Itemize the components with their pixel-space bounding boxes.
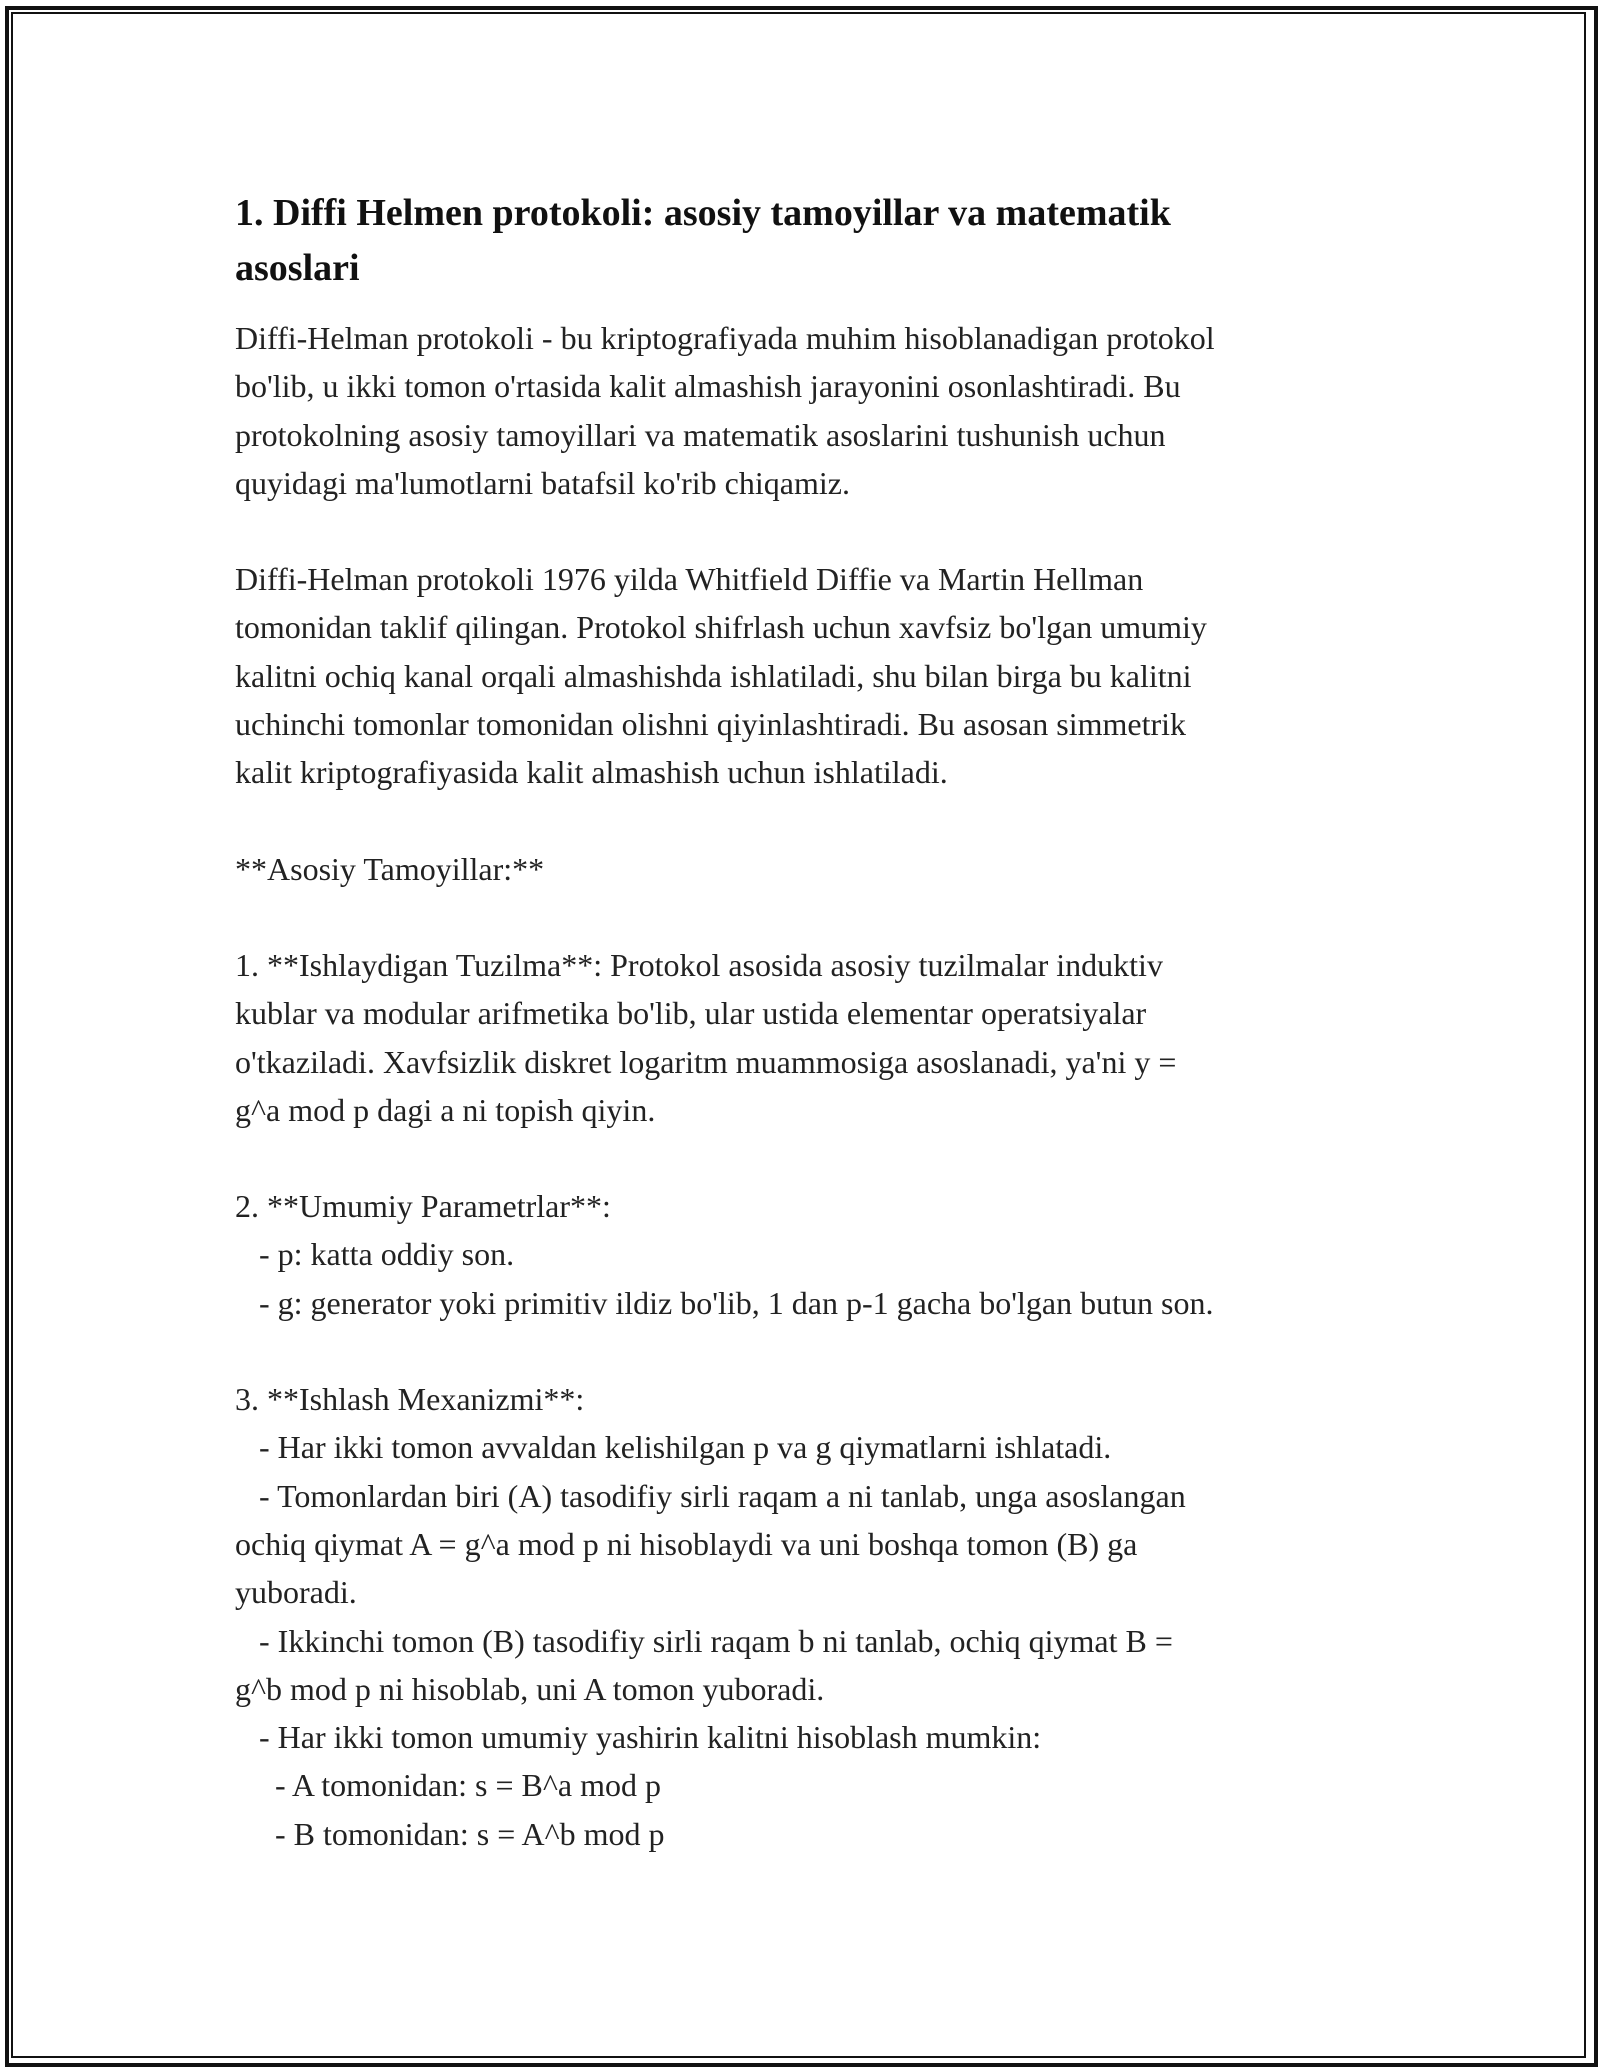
text-line: - Har ikki tomon umumiy yashirin kalitni hisoblash mumkin:	[235, 1719, 1042, 1756]
text-line: kalit kriptografiyasida kalit almashish uchun ishlatiladi.	[235, 754, 948, 791]
text-line: 3. **Ishlash Mexanizmi**:	[235, 1381, 585, 1418]
text-line: kalitni ochiq kanal orqali almashishda ishlatiladi, shu bilan birga bu kalitni	[235, 657, 1192, 694]
text-line: **Asosiy Tamoyillar:**	[235, 850, 545, 887]
text-line: yuboradi.	[235, 1574, 357, 1611]
history-paragraph	[235, 555, 1375, 796]
document-body	[235, 314, 1375, 1858]
document-title	[235, 186, 1375, 296]
text-line: - p: katta oddiy son.	[235, 1236, 515, 1273]
text-line: g^b mod p ni hisoblab, uni A tomon yuboradi.	[235, 1670, 825, 1707]
text-line: 2. **Umumiy Parametrlar**:	[235, 1188, 611, 1225]
text-line: bo'lib, u ikki tomon o'rtasida kalit almashish jarayonini osonlashtiradi. Bu	[235, 368, 1181, 405]
text-line: kublar va modular arifmetika bo'lib, ular ustida elementar operatsiyalar	[235, 995, 1147, 1032]
principle-item-1	[235, 941, 1375, 1134]
intro-paragraph	[235, 314, 1375, 507]
title-line: asoslari	[235, 247, 360, 289]
principle-item-2	[235, 1182, 1375, 1327]
principles-heading	[235, 845, 1375, 893]
text-line: - B tomonidan: s = A^b mod p	[235, 1815, 665, 1852]
text-line: protokolning asosiy tamoyillari va matematik asoslarini tushunish uchun	[235, 416, 1166, 453]
text-line: - Tomonlardan biri (A) tasodifiy sirli raqam a ni tanlab, unga asoslangan	[235, 1477, 1186, 1514]
text-line: - Ikkinchi tomon (B) tasodifiy sirli raqam b ni tanlab, ochiq qiymat B =	[235, 1622, 1173, 1659]
title-line: 1. Diffi Helmen protokoli: asosiy tamoyillar va matematik	[235, 192, 1171, 234]
principle-item-3	[235, 1375, 1375, 1858]
text-line: - Har ikki tomon avvaldan kelishilgan p va g qiymatlarni ishlatadi.	[235, 1429, 1112, 1466]
text-line: Diffi-Helman protokoli 1976 yilda Whitfield Diffie va Martin Hellman	[235, 561, 1144, 598]
text-line: ochiq qiymat A = g^a mod p ni hisoblaydi va uni boshqa tomon (B) ga	[235, 1525, 1138, 1562]
text-line: - A tomonidan: s = B^a mod p	[235, 1767, 661, 1804]
text-line: tomonidan taklif qilingan. Protokol shifrlash uchun xavfsiz bo'lgan umumiy	[235, 609, 1207, 646]
text-line: g^a mod p dagi a ni topish qiyin.	[235, 1091, 656, 1128]
document-content	[235, 186, 1375, 1858]
text-line: 1. **Ishlaydigan Tuzilma**: Protokol asosida asosiy tuzilmalar induktiv	[235, 946, 1163, 983]
text-line: - g: generator yoki primitiv ildiz bo'lib, 1 dan p-1 gacha bo'lgan butun son.	[235, 1284, 1214, 1321]
text-line: Diffi-Helman protokoli - bu kriptografiyada muhim hisoblanadigan protokol	[235, 320, 1215, 356]
text-line: uchinchi tomonlar tomonidan olishni qiyinlashtiradi. Bu asosan simmetrik	[235, 706, 1186, 743]
text-line: o'tkaziladi. Xavfsizlik diskret logaritm muammosiga asoslanadi, ya'ni y =	[235, 1043, 1177, 1080]
text-line: quyidagi ma'lumotlarni batafsil ko'rib chiqamiz.	[235, 464, 850, 501]
